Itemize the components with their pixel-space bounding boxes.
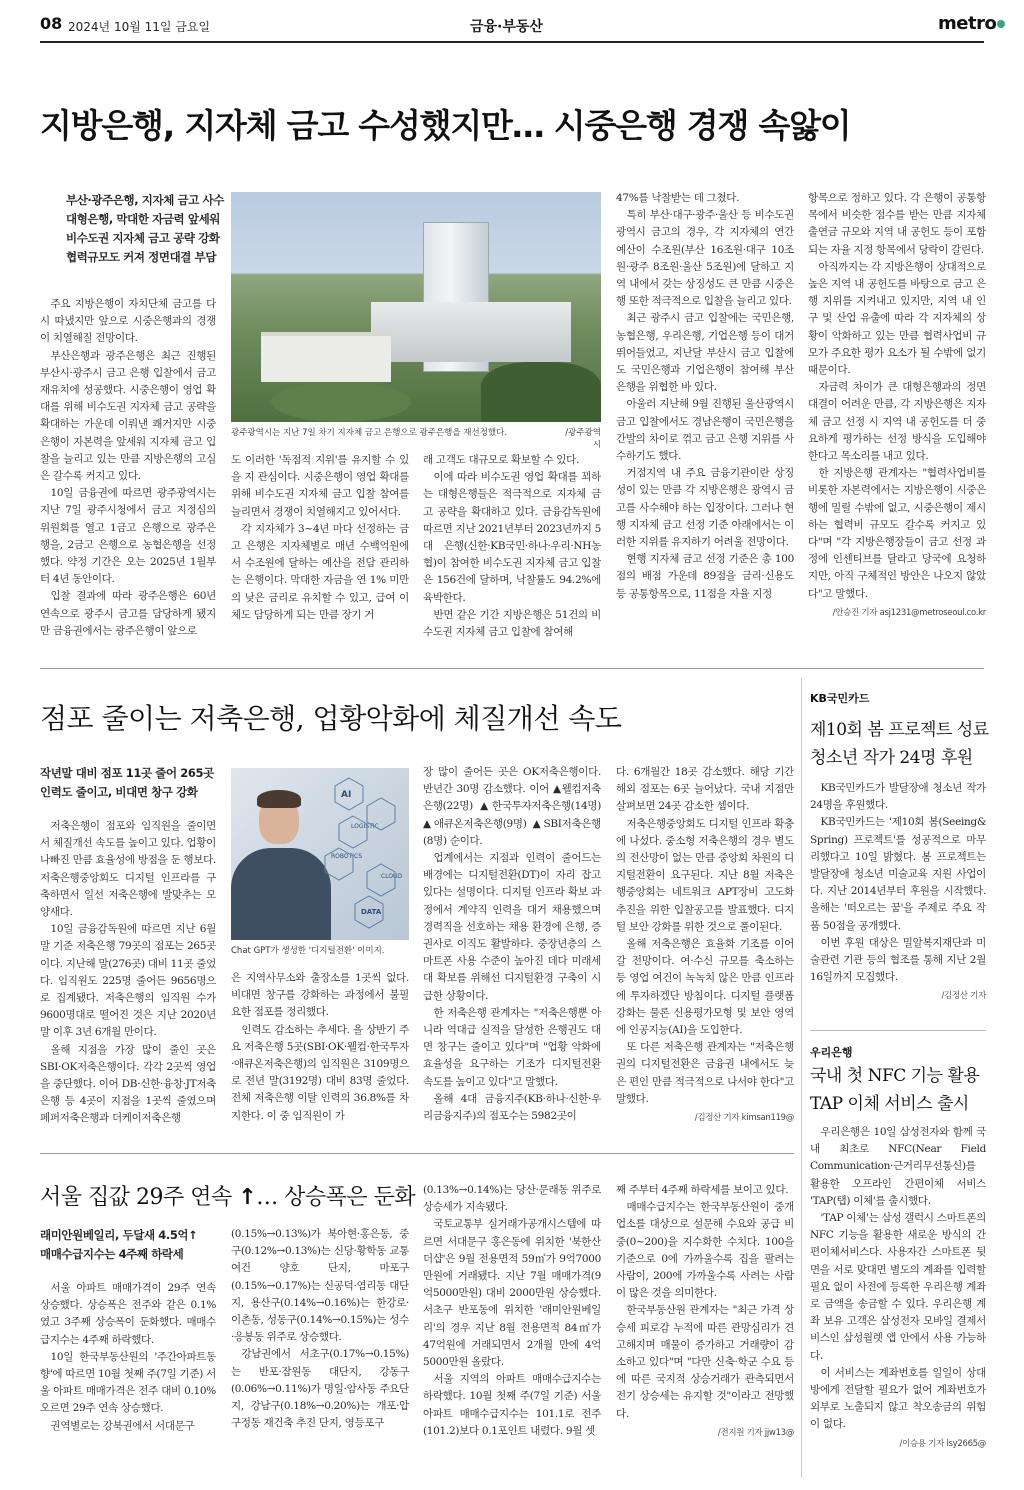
paragraph: 한 지방은행 관계자는 "협력사업비를 비롯한 자본력에서는 지방은행이 시중은행에 밀릴 수밖에 없고, 시중은행이 제시하는 협력비 규모도 갈수록 커지고 있다"며 "각 지방은행장들이 금고 선정 과정에 인센티브를 달라고 당국에 요청하지만, 아직 구체적인 방안은 나오지 않았다"고 말했다. <box>808 467 986 600</box>
subhead-line: 협력규모도 커져 정면대결 부담 <box>66 250 217 264</box>
subhead-line: 작년말 대비 점포 11곳 줄어 265곳 <box>40 766 214 780</box>
paragraph: 이번 후원 대상은 밀알복지재단과 미술관련 기관 등의 협조를 통해 지난 2월 16일까지 모집했다. <box>810 936 986 984</box>
paragraph: KB국민카드는 '제10회 봄(Seeing& Spring) 프로젝트'를 성공적으로 마무리했다고 10일 밝혔다. 봄 프로젝트는 발달장애 청소년 미술교육 지원 사업이다. 지난 2014년부터 후원을 시작했다. 올해는 '떠오르는 꿈'을 주제로 주요 작품 50점을 공개했다. <box>810 816 986 932</box>
paragraph: 은 지역사무소와 출장소를 1곳씩 없다. 비대면 창구를 강화하는 과정에서 불필요한 점포를 정리했다. <box>231 972 409 1019</box>
paragraph: 이에 따라 비수도권 영업 확대를 꾀하는 대형은행들은 적극적으로 지자체 금고 공략을 확대하고 있다. 금융감독원에 따르면 지난 2021년부터 2023년까지 5대 은행(신한·KB국민·하나·우리·NH농협)이 참여한 비수도권 지자체 금고 입찰은 156건에 달하며, 낙찰률도 94.2%에 육박한다. <box>423 471 601 604</box>
photo-plaza <box>271 382 411 422</box>
sidebar1-tag: KB국민카드 <box>810 692 870 705</box>
article2-subhead <box>40 764 220 802</box>
paragraph: 최근 광주시 금고 입찰에는 국민은행, 농협은행, 우리은행, 기업은행 등이 대거 뛰어들었고, 지난달 부산시 금고 입찰에도 국민은행과 기업은행이 참여해 부산은행을 위협한 바 있다. <box>616 312 794 394</box>
byline: /김정산 기자 kimsan119@ <box>694 1113 794 1124</box>
subhead-line: 인력도 줄이고, 비대면 창구 강화 <box>40 785 198 799</box>
article1-column-4 <box>616 190 794 646</box>
logo-dot-icon <box>997 20 1005 28</box>
hexagon-icon: LOGISTIC <box>351 823 379 830</box>
sidebar2-headline <box>810 1062 990 1118</box>
article1-column-2 <box>231 452 409 646</box>
up-arrow-icon: ↑ <box>238 1185 257 1210</box>
hexagon-grid-icon <box>231 768 409 940</box>
paragraph: 현행 지자체 금고 선정 기준은 총 100점의 배점 가운데 89점을 금리·신용도 등 공통항목으로, 11점을 자율 지정 <box>616 553 794 600</box>
paragraph: 자금력 차이가 큰 대형은행과의 정면대결이 어려운 만큼, 각 지방은행은 지자체 금고 선정 시 지역 내 공헌도를 더 중요하게 평가하는 선정 방식을 도입해야 한다고 목소리를 내고 있다. <box>808 381 986 463</box>
paragraph: 매매수급지수는 한국부동산원이 중개업소를 대상으로 설문해 수요와 공급 비중(0~200)을 지수화한 수치다. 100을 기준으로 0에 가까울수록 집을 팔려는 사람이, 200에 가까울수록 사려는 사람이 많은 것을 의미한다. <box>616 1201 794 1300</box>
brand-logo-text: metro <box>938 13 997 34</box>
paragraph: 입찰 결과에 따라 광주은행은 60년 연속으로 광주시 금고를 담당하게 됐지만 금융권에서는 광주은행이 앞으로 <box>40 590 216 637</box>
paragraph: 국토교통부 실거래가공개시스템에 따르면 서대문구 홍은동에 위치한 '북한산더샵'은 9월 전용면적 59㎡가 9억7000만원에 거래됐다. 지난 7월 매매가격(9억5000만원) 대비 2000만원 상승했다. 서초구 반포동에 위치한 '래미안원베일리'의 경우 지난 8월 전용면적 84㎡가 47억원에 거래되면서 2개월 만에 4억5000만원 올랐다. <box>423 1218 601 1369</box>
hexagon-icon: ROBOTICS <box>331 853 363 860</box>
paragraph: 항목으로 정하고 있다. 각 은행이 공통항목에서 비슷한 점수를 받는 만큼 지자체 출연금 규모와 지역 내 공헌도 등이 포함되는 자율 지정 항목에서 당락이 갈린다. <box>808 192 986 256</box>
article2-column-3 <box>423 764 601 1130</box>
page-number: 08 <box>40 14 63 33</box>
headline-text: 서울 집값 29주 연속 <box>40 1185 232 1210</box>
photo-caption: 광주광역시는 지난 7일 차기 지자체 금고 은행으로 광주은행을 재선정했다. <box>231 428 508 438</box>
hexagon-icon: CLOUD <box>381 873 403 880</box>
paragraph: 업계에서는 지점과 인력이 줄어드는 배경에는 디지털전환(DT)이 자리 잡고 있다는 설명이다. 디지털 인프라 확보 과정에서 계약직 인력을 대거 채용했으며 경력직을 선호하는 채용 환경에 은행, 증권사로 이직도 활발하다. 중장년층의 스마트폰 사용 수준이 높아진 데다 미래세대 확보를 위해선 디지털환경 구축이 시급한 상황이다. <box>423 852 601 1002</box>
subhead-line: 비수도권 지자체 금고 공략 강화 <box>66 231 220 245</box>
article1-column-1 <box>40 296 216 646</box>
divider <box>810 1030 986 1031</box>
paragraph: 반면 같은 기간 지방은행은 51건의 비수도권 지자체 금고 입찰에 참여해 <box>423 608 601 639</box>
byline: /안승진 기자 asj1231@metroseoul.co.kr <box>832 607 986 618</box>
paragraph: 한국부동산원 관계자는 "최근 가격 상승세 피로감 누적에 따른 관망심리가 견고해지며 매물이 증가하고 거래량이 감소하고 있다"며 "다만 신축·학군 수요 등에 따른 국지적 상승거래가 관측되면서 전기 상승세는 유지할 것"이라고 전망했다. <box>616 1304 794 1420</box>
article2-headline: 점포 줄이는 저축은행, 업황악화에 체질개선 속도 <box>40 702 622 735</box>
byline: /전지원 기자 jjw13@ <box>717 1427 794 1438</box>
paragraph: 부산은행과 광주은행은 최근 진행된 부산시·광주시 금고 은행 입찰에서 금고 재유치에 성공했다. 시중은행이 영업 확대를 위해 비수도권 지자체 금고 공략을 확대하는 가운데 이뤄낸 쾌거지만 시중은행이 자본력을 앞세워 지자체 금고 입찰을 늘리고 있는 만큼 지방은행의 고심은 갈수록 커지고 있다. <box>40 349 216 483</box>
paragraph: 한 저축은행 관계자는 "저축은행뿐 아니라 역대급 실적을 달성한 은행권도 대면 창구는 줄이고 있다"며 "업황 악화에 효율성을 요구하는 기조가 디지털전환 속도를 높이고 있다"고 말했다. <box>423 1006 601 1088</box>
sidebar2-tag: 우리은행 <box>810 1046 853 1059</box>
headline-line: 제10회 봄 프로젝트 성료 <box>810 720 989 740</box>
paragraph: 또 다른 저축은행 관계자는 "저축은행권의 디지털전환은 금융권 내에서도 늦은 편인 만큼 적극적으로 나서야 한다"고 말했다. <box>616 1041 794 1105</box>
paragraph: 주요 지방은행이 자치단체 금고를 다시 따냈지만 앞으로 시중은행과의 경쟁이 치열해질 전망이다. <box>40 298 216 345</box>
headline-line: 국내 첫 NFC 기능 활용 <box>810 1066 980 1086</box>
paragraph: 이 서비스는 계좌번호를 일일이 상대방에게 전달할 필요가 없어 계좌번호가 외부로 노출되지 않고 착오송금의 위험이 없다. <box>810 1366 986 1431</box>
paragraph: 저축은행중앙회도 디지털 인프라 확충에 나섰다. 중소형 저축은행의 경우 별도의 전산망이 없는 만큼 중앙회 차원의 디지털전환이 요구된다. 지난 8월 저축은행중앙회는 네트워크 APT장비 고도화 추진을 위한 입찰공고를 발표했다. 디지털 보안 강화를 위한 것으로 풀이된다. <box>616 817 794 933</box>
paragraph: 특히 부산·대구·광주·울산 등 비수도권 광역시 금고의 경우, 각 지자체의 연간 예산이 수조원(부산 16조원·대구 10조원·광주 8조원·울산 5조원)에 달하고 지역 내에서 갖는 상징성도 큰 만큼 시중은행 또한 적극적으로 입찰을 늘리고 있다. <box>616 209 794 308</box>
article2-column-2 <box>231 970 409 1130</box>
headline-line: TAP 이체 서비스 출시 <box>810 1094 969 1114</box>
section-title: 금융·부동산 <box>470 19 543 35</box>
paragraph: (0.13%→0.14%)는 당산·문래동 위주로 상승세가 지속됐다. <box>423 1184 601 1214</box>
paragraph: 인력도 감소하는 추세다. 올 상반기 주요 저축은행 5곳(SBI·OK·웰컴·한국투자·애큐온저축은행)의 임직원은 3109명으로 전년 말(3192명) 대비 83명 줄었다. 전체 저축은행 이탈 인력의 36.8%를 차지한다. 이 중 임직원이 가 <box>231 1023 409 1122</box>
paragraph: 10일 금융권에 따르면 광주광역시는 지난 7일 광주시청에서 금고 지정심의위원회를 열고 1금고 은행으로 광주은행을, 2금고 은행으로 농협은행을 선정했다. 약정 기간은 오는 2025년 1월부터 4년 동안이다. <box>40 487 216 586</box>
paragraph: 장 많이 줄어든 곳은 OK저축은행이다. 반년간 30명 감소했다. 이어 ▲웰컴저축은행(22명) ▲한국투자저축은행(14명) ▲애큐온저축은행(9명) ▲SBI저축은행(8명) 순이다. <box>423 766 601 847</box>
headline-tail: … 상승폭은 둔화 <box>256 1185 416 1210</box>
article3-column-1 <box>40 1280 216 1476</box>
paragraph: 올해 저축은행은 효율화 기조를 이어갈 전망이다. 여·수신 규모를 축소하는 등 영업 여건이 녹녹치 않은 만큼 인프라에 투자하겠단 방침이다. 디지털 플랫폼 강화는 물론 신용평가모형 및 보안 영역에 인공지능(AI)을 도입한다. <box>616 938 794 1037</box>
byline: /이승용 기자 lsy2665@ <box>899 1438 986 1449</box>
hexagon-icon: AI <box>341 790 352 800</box>
sidebar1-body <box>810 780 986 1026</box>
paragraph: (0.15%→0.13%)가 북아현·홍은동, 중구(0.12%→0.13%)는 신당·황학동 교통여건 양호 단지, 마포구(0.15%→0.17%)는 신공덕·염리동 대단지, 용산구(0.14%→0.16%)는 한강로·이촌동, 성동구(0.14%→0.15%)는 성수·응봉동 위주로 상승했다. <box>231 1228 409 1344</box>
paragraph: 10일 금융감독원에 따르면 지난 6월말 기준 저축은행 79곳의 점포는 265곳이다. 지난해 말(276곳) 대비 11곳 줄었다. 임직원도 225명 줄어든 9656명으로 집계됐다. 저축은행의 임직원 수가 9600명대로 떨어진 것은 지난 2020년 말 이후 3년 6개월 만이다. <box>40 923 216 1039</box>
brand-logo <box>938 13 1005 34</box>
photo-building-low <box>371 302 571 362</box>
article3-column-4 <box>616 1182 794 1480</box>
article3-subhead <box>40 1226 220 1264</box>
paragraph: 래 고객도 대규모로 확보할 수 있다. <box>423 454 580 466</box>
paragraph: 째 주부터 4주째 하락세를 보이고 있다. <box>616 1184 789 1196</box>
article1-subhead <box>66 191 226 267</box>
subhead-line: 래미안원베일리, 두달새 4.5억↑ <box>40 1228 198 1242</box>
paragraph: 도 이러한 '독점적 지위'를 유지할 수 있을 지 관심이다. 시중은행이 영업 확대를 위해 비수도권 지자체 금고 입찰 참여를 늘리면서 경쟁이 치열해지고 있어서다. <box>231 454 409 518</box>
photo-building-hall <box>261 332 391 382</box>
article1-headline: 지방은행, 지자체 금고 수성했지만… 시중은행 경쟁 속앓이 <box>40 106 851 145</box>
issue-date: 2024년 10월 11일 금요일 <box>68 20 211 34</box>
paragraph: 'TAP 이체'는 삼성 갤럭시 스마트폰의 NFC 기능을 활용한 새로운 방식의 간편이체서비스다. 사용자간 스마트폰 뒷면을 서로 맞대면 별도의 계좌를 입력할 필요 없이 사전에 등록한 우리은행 계좌로 금액을 송금할 수 있다. 우리은행 계좌 보유 고객은 삼성전자 모바일 결제서비스인 삼성월렛 앱 안에서 사용 가능하다. <box>810 1212 986 1362</box>
digital-transformation-image <box>231 768 409 940</box>
paragraph: 거점지역 내 주요 금융기관이란 상징성이 있는 만큼 각 지방은행은 광역시 금고를 사수해야 하는 입장이다. 그러나 현행 지자체 금고 선정 기준 아래에서는 이러한 지위를 유지하기 어려울 전망이다. <box>616 467 794 549</box>
photo-trees <box>481 362 601 422</box>
paragraph: 강남권에서 서초구(0.17%→0.15%)는 반포·잠원동 대단지, 강동구(0.06%→0.11%)가 명일·암사동 주요단지, 강남구(0.18%→0.20%)는 개포·압구정동 재건축 추진 단지, 영등포구 <box>231 1348 409 1430</box>
paragraph: 저축은행이 점포와 임직원을 줄이면서 체질개선 속도를 높이고 있다. 업황이 나빠진 만큼 효율성에 방점을 둔 행보다. 저축은행중앙회도 디지털 인프라를 구축하면서 일선 저축은행에 발맞추는 모양새다. <box>40 820 216 919</box>
paragraph: 47%를 낙찰받는 데 그쳤다. <box>616 192 740 204</box>
sidebar2-body <box>810 1124 986 1480</box>
article3-column-3 <box>423 1182 601 1476</box>
headline-line: 청소년 작가 24명 후원 <box>810 748 973 768</box>
subhead-line: 매매수급지수는 4주째 하락세 <box>40 1247 184 1261</box>
paragraph: 권역별로는 강북권에서 서대문구 <box>50 1419 195 1432</box>
paragraph: 서울 아파트 매매가격이 29주 연속 상승했다. 상승폭은 전주와 같은 0.1%였고 3주째 상승폭이 둔화했다. 매매수급지수는 4주째 하락했다. <box>40 1282 216 1346</box>
paragraph: KB국민카드가 발달장애 청소년 작가 24명을 후원했다. <box>810 782 986 812</box>
article1-column-3 <box>423 452 601 646</box>
sidebar1-headline <box>810 716 990 772</box>
article2-column-1 <box>40 818 216 1130</box>
city-hall-photo <box>231 192 601 422</box>
paragraph: 아울러 지난해 9월 진행된 울산광역시 금고 입찰에서도 경남은행이 국민은행을 간발의 차이로 꺾고 금고 은행 지위를 사수하기도 했다. <box>616 398 794 463</box>
header-rule <box>40 41 984 43</box>
article1-column-5 <box>808 190 986 650</box>
paragraph: 아직까지는 각 지방은행이 상대적으로 높은 지역 내 공헌도를 바탕으로 금고 은행 지위를 지켜내고 있지만, 지역 내 인구 및 산업 유출에 따라 각 지자체의 상황이 악화하고 있는 만큼 협력사업비 규모가 주요한 평가 요소가 될 수밖에 없기 때문이다. <box>808 260 986 377</box>
paragraph: 각 지자체가 3~4년 마다 선정하는 금고 은행은 지자체별로 매년 수백억원에서 수조원에 달하는 예산을 전담 관리하는 은행이다. 막대한 자금을 연 1% 미만의 낮은 금리로 유치할 수 있고, 급여 이체도 담당하게 되는 만큼 장기 거 <box>231 522 409 621</box>
article2-column-4 <box>616 764 794 1144</box>
image-caption: Chat GPT가 생성한 '디지털전환' 이미지. <box>231 946 385 956</box>
paragraph: 올해 지점을 가장 많이 줄인 곳은 SBI·OK저축은행이다. 각각 2곳씩 영업을 중단했다. 이어 DB·신한·융창·JT저축은행 등 4곳이 지점을 1곳씩 줄였으며 페퍼저축은행과 더케이저축은행 <box>40 1043 216 1125</box>
sidebar-vertical-rule <box>801 678 802 1478</box>
article3-column-2 <box>231 1226 409 1476</box>
paragraph: 우리은행은 10일 삼성전자와 함께 국내 최초로 NFC(Near Field Communication·근거리무선통신)를 활용한 오프라인 간편이체 서비스 'TAP(탭) 이체'를 출시했다. <box>810 1126 986 1207</box>
byline: /김정산 기자 <box>941 991 986 1002</box>
paragraph: 서울 지역의 아파트 매매수급지수는 하락했다. 10월 첫째 주(7일 기준) 서울 아파트 매매수급지수는 101.1로 전주(101.2)보다 0.1포인트 내렸다. 9월 셋 <box>423 1373 601 1437</box>
paragraph: 다. 6개월간 18곳 감소했다. 해당 기간 해외 점포는 6곳 늘어났다. 국내 지점만 살펴보면 24곳 감소한 셈이다. <box>616 766 794 813</box>
hexagon-icon: DATA <box>361 908 382 916</box>
subhead-line: 대형은행, 막대한 자금력 앞세워 <box>66 212 220 226</box>
paragraph: 올해 4대 금융지주(KB·하나·신한·우리금융지주)의 점포수는 5982곳이 <box>423 1092 601 1123</box>
divider <box>40 668 984 669</box>
photo-credit: /광주광역시 <box>565 428 601 450</box>
divider <box>40 1153 794 1154</box>
paragraph: 10일 한국부동산원의 '주간아파트동향'에 따르면 10월 첫째 주(7일 기준) 서울 아파트 매매가격은 전주 대비 0.10% 오르면 29주 연속 상승했다. <box>40 1350 216 1415</box>
subhead-line: 부산·광주은행, 지자체 금고 사수 <box>66 193 224 207</box>
